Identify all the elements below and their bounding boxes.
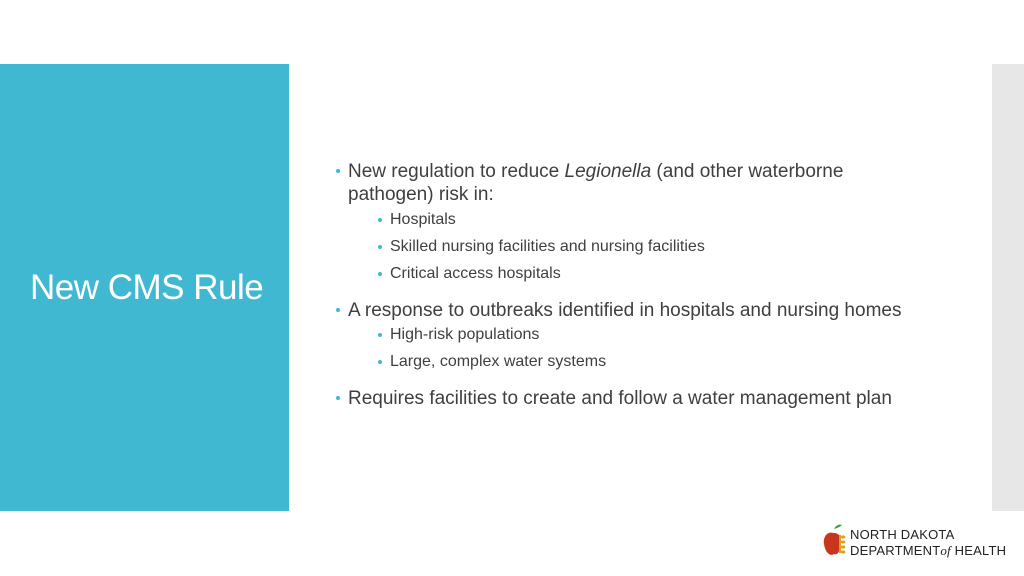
sub-bullet-item (334, 210, 934, 230)
bullet-icon (378, 218, 382, 222)
sub-bullet-item (334, 237, 934, 257)
logo-text (850, 527, 1006, 559)
slide-content (334, 160, 934, 410)
apple-wheat-icon (822, 523, 848, 561)
bullet-icon (378, 272, 382, 276)
sub-bullet-item (334, 264, 934, 284)
logo-line-2: DEPARTMENTof HEALTH (850, 543, 1007, 558)
sub-bullet-text: High-risk populations (390, 326, 540, 343)
bullet-icon (336, 169, 340, 173)
side-strip (992, 64, 1024, 511)
bullet-item (334, 299, 934, 322)
nd-health-logo (822, 521, 1022, 561)
sub-bullet-item (334, 325, 934, 345)
italic-term: Legionella (564, 161, 652, 182)
bullet-icon (336, 308, 340, 312)
bullet-text: A response to outbreaks identified in hospitals and nursing homes (348, 300, 902, 321)
sub-bullet-text: Skilled nursing facilities and nursing facilities (390, 238, 705, 255)
bullet-icon (336, 396, 340, 400)
sub-bullet-text: Hospitals (390, 211, 456, 228)
bullet-item (334, 160, 934, 206)
bullet-icon (378, 245, 382, 249)
bullet-item (334, 387, 934, 410)
sub-bullet-text: Large, complex water systems (390, 353, 607, 370)
sub-bullet-item (334, 352, 934, 372)
bullet-text: New regulation to reduce Legionella (and other waterborne pathogen) risk in: (348, 161, 844, 205)
sub-bullet-text: Critical access hospitals (390, 265, 561, 282)
slide-title: New CMS Rule (30, 268, 264, 307)
logo-line-1: NORTH DAKOTA (850, 527, 955, 542)
bullet-icon (378, 360, 382, 364)
bullet-icon (378, 333, 382, 337)
bullet-text: Requires facilities to create and follow a water management plan (348, 388, 892, 409)
